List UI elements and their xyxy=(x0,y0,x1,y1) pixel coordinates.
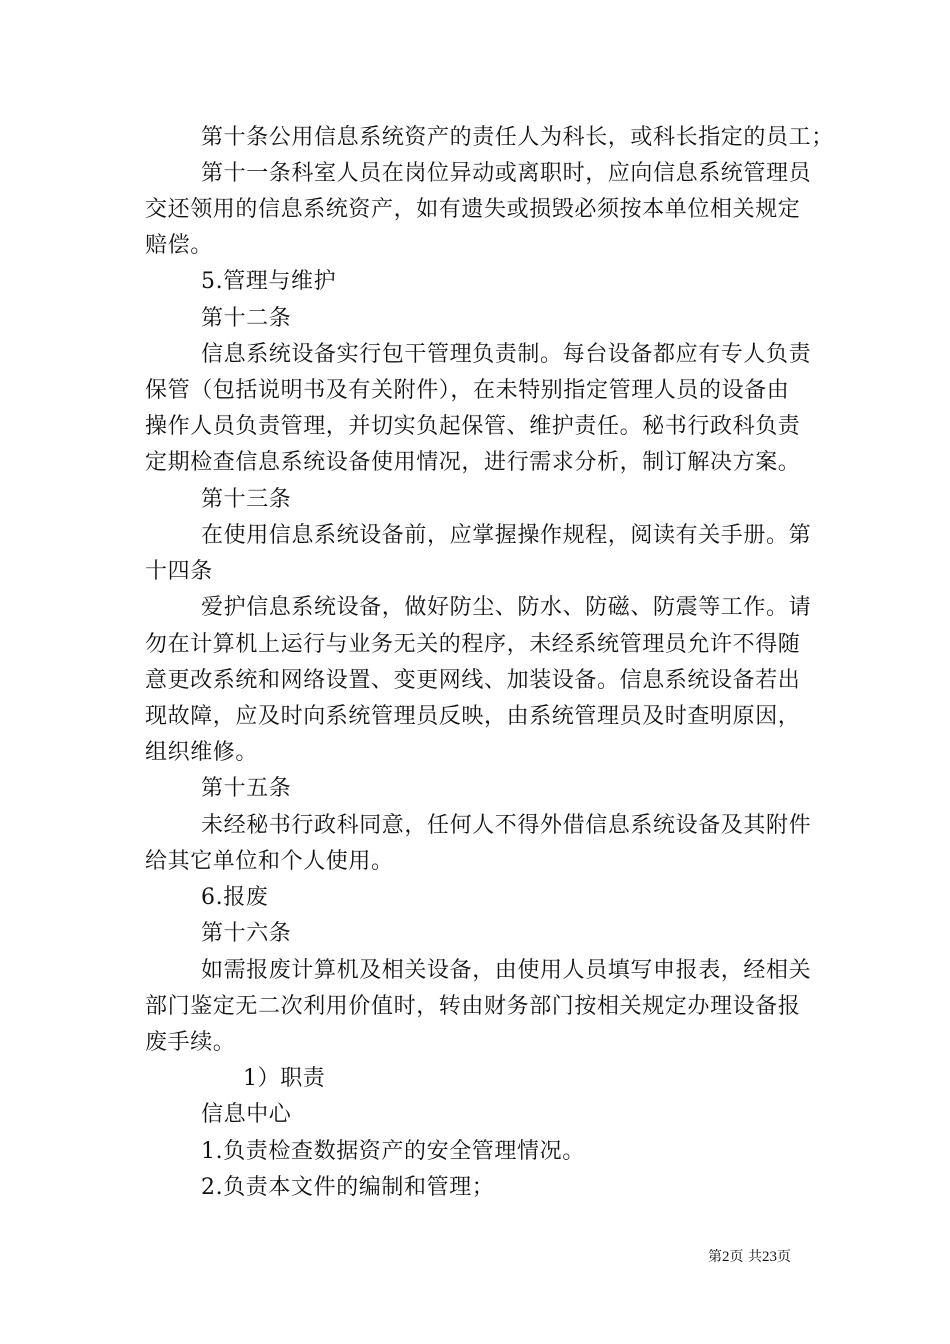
paragraph-line: 操作人员负责管理，并切实负起保管、维护责任。秘书行政科负责 xyxy=(145,414,801,439)
article-heading: 第十二条 xyxy=(201,306,292,331)
subsection-heading: 1）职责 xyxy=(243,1066,326,1091)
footer-suffix: 页 xyxy=(776,1249,791,1265)
list-item: 1.负责检查数据资产的安全管理情况。 xyxy=(201,1139,585,1164)
paragraph-line: 未经秘书行政科同意，任何人不得外借信息系统设备及其附件 xyxy=(201,813,812,838)
list-item: 2.负责本文件的编制和管理； xyxy=(201,1175,495,1200)
paragraph-line: 定期检查信息系统设备使用情况，进行需求分析，制订解决方案。 xyxy=(145,450,801,475)
paragraph-line: 如需报废计算机及相关设备，由使用人员填写申报表，经相关 xyxy=(201,958,812,983)
paragraph-line: 意更改系统和网络设置、变更网线、加装设备。信息系统设备若出 xyxy=(145,668,801,693)
page-number: 2 xyxy=(722,1249,730,1265)
section-heading: 6.报废 xyxy=(201,885,269,910)
paragraph-line: 信息中心 xyxy=(201,1102,292,1127)
paragraph-line: 第十一条科室人员在岗位异动或离职时，应向信息系统管理员 xyxy=(201,161,812,186)
paragraph-line: 保管（包括说明书及有关附件），在未特别指定管理人员的设备由 xyxy=(145,378,790,403)
page-total: 23 xyxy=(761,1249,777,1265)
paragraph-line: 给其它单位和个人使用。 xyxy=(145,849,394,874)
paragraph-line: 在使用信息系统设备前，应掌握操作规程，阅读有关手册。第 xyxy=(201,523,812,548)
footer-prefix: 第 xyxy=(708,1249,722,1265)
paragraph-line: 现故障，应及时向系统管理员反映，由系统管理员及时查明原因， xyxy=(145,704,801,729)
article-heading: 第十六条 xyxy=(201,921,292,946)
paragraph-line: 废手续。 xyxy=(145,1030,236,1055)
paragraph-line: 十四条 xyxy=(145,559,213,584)
article-heading: 第十五条 xyxy=(201,776,292,801)
paragraph-line: 交还领用的信息系统资产，如有遗失或损毁必须按本单位相关规定 xyxy=(145,197,801,222)
section-heading: 5.管理与维护 xyxy=(201,269,337,294)
article-heading: 第十三条 xyxy=(201,487,292,512)
paragraph-line: 勿在计算机上运行与业务无关的程序，未经系统管理员允许不得随 xyxy=(145,632,801,657)
paragraph-line: 第十条公用信息系统资产的责任人为科长，或科长指定的员工； xyxy=(201,125,834,150)
paragraph-line: 爱护信息系统设备，做好防尘、防水、防磁、防震等工作。请 xyxy=(201,595,812,620)
page-footer xyxy=(708,1248,791,1266)
paragraph-line: 赔偿。 xyxy=(145,233,213,258)
paragraph-line: 信息系统设备实行包干管理负责制。每台设备都应有专人负责 xyxy=(201,342,812,367)
paragraph-line: 组织维修。 xyxy=(145,740,259,765)
paragraph-line: 部门鉴定无二次利用价值时，转由财务部门按相关规定办理设备报 xyxy=(145,994,801,1019)
footer-middle: 页 共 xyxy=(729,1249,762,1265)
